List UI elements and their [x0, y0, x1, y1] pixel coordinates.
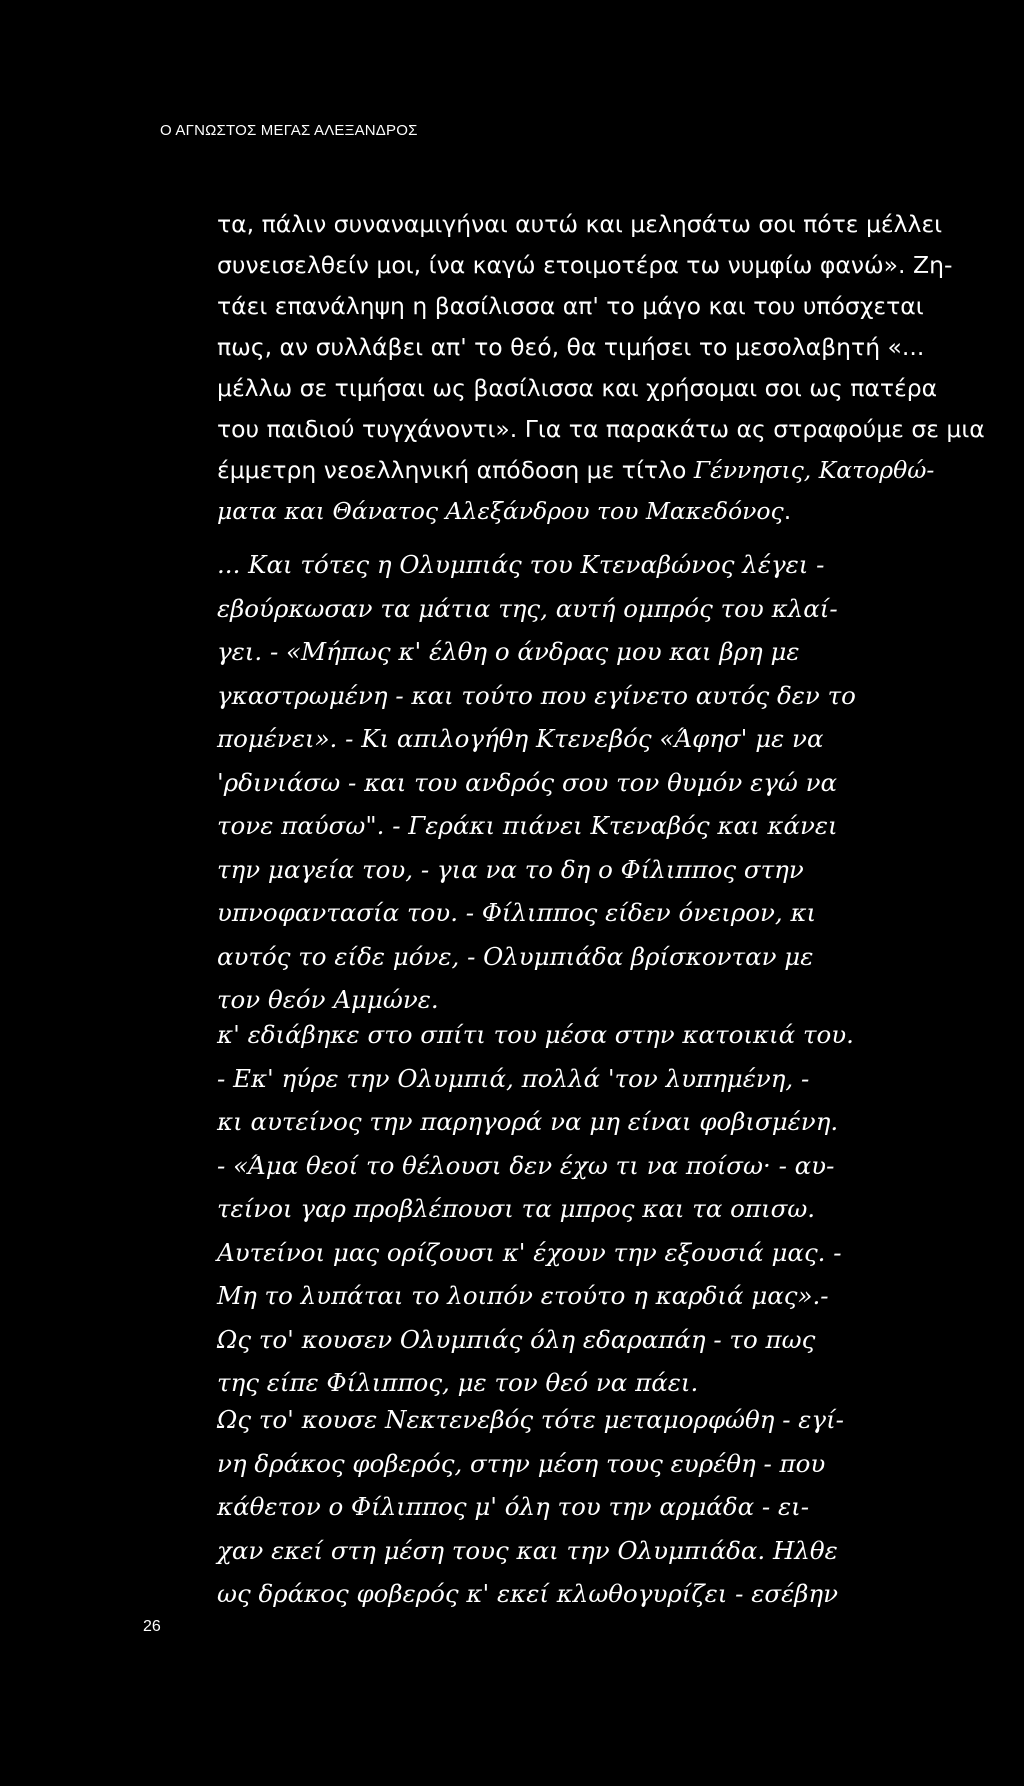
verse-line: τονε παύσω". - Γεράκι πιάνει Κτεναβός και κάνει — [217, 811, 838, 840]
verse-excerpt-3 — [217, 1398, 844, 1616]
verse-line: υπνοφαντασία του. - Φίλιππος είδεν όνειρον, κι — [217, 898, 817, 927]
prose-line: συνεισελθείν μοι, ίνα καγώ ετοιμοτέρα τω νυμφίω φανώ». Ζη- — [217, 251, 953, 279]
verse-line: Αυτείνοι μας ορίζουσι κ' έχουν την εξουσιά μας. - — [217, 1237, 842, 1267]
verse-line: γει. - «Μήπως κ' έλθη ο άνδρας μου και βρη με — [217, 637, 800, 666]
prose-line — [217, 450, 985, 491]
verse-line: πομένει». - Κι απιλογήθη Κτενεβός «Άφησ' με να — [217, 724, 824, 753]
verse-line: νη δράκος φοβερός, στην μέση τους ευρέθη - που — [217, 1448, 826, 1478]
verse-line: Μη το λυπάται το λοιπόν ετούτο η καρδιά μας».- — [217, 1281, 829, 1310]
verse-line: κάθετον ο Φίλιππος μ' όλη του την αρμάδα - ει- — [217, 1492, 810, 1521]
prose-line: τα, πάλιν συναναμιγήναι αυτώ και μελησάτω σοι πότε μέλλει — [217, 210, 943, 238]
prose-line: πως, αν συλλάβει απ' το θεό, θα τιμήσει το μεσολαβητή «... — [217, 333, 925, 361]
prose-line — [217, 491, 985, 532]
book-title: Γέννησις, Κατορθώ- — [693, 456, 935, 484]
verse-line: της είπε Φίλιππος, με τον θεό να πάει. — [217, 1368, 699, 1397]
verse-line: ως δράκος φοβερός κ' εκεί κλωθογυρίζει - εσέβην — [217, 1579, 838, 1608]
prose-line: μέλλω σε τιμήσαι ως βασίλισσα και χρήσομαι σοι ως πατέρα — [217, 374, 938, 402]
verse-line: 'ρδινιάσω - και του ανδρός σου τον θυμόν εγώ να — [217, 767, 838, 797]
verse-line: κι αυτείνος την παρηγορά να μη είναι φοβισμένη. — [217, 1107, 839, 1136]
verse-line: - «Άμα θεοί το θέλουσι δεν έχω τι να ποίσω· - αυ- — [217, 1150, 835, 1180]
verse-line: αυτός το είδε μόνε, - Ολυμπιάδα βρίσκονταν με — [217, 941, 814, 971]
verse-line: τον θεόν Αμμώνε. — [217, 985, 439, 1014]
page-number: 26 — [143, 1618, 161, 1635]
verse-excerpt-2 — [217, 1013, 854, 1405]
verse-line: εβούρκωσαν τα μάτια της, αυτή ομπρός του κλαί- — [217, 593, 838, 623]
prose-line-text: έμμετρη νεοελληνική απόδοση με τίτλο — [217, 456, 694, 484]
verse-line: την μαγεία του, - για να το δη ο Φίλιππος στην — [217, 854, 804, 884]
prose-line: του παιδιού τυγχάνοντι». Για τα παρακάτω ας στραφούμε σε μια — [217, 415, 985, 443]
verse-line: χαν εκεί στη μέση τους και την Ολυμπιάδα. Ηλθε — [217, 1535, 838, 1565]
verse-line: γκαστρωμένη - και τούτο που εγίνετο αυτός δεν το — [217, 680, 856, 710]
verse-line: Ως το' κουσεν Ολυμπιάς όλη εδαραπάη - το πως — [217, 1324, 816, 1354]
verse-line: τείνοι γαρ προβλέπουσι τα μπρος και τα οπισω. — [217, 1194, 816, 1223]
prose-period: . — [783, 497, 792, 525]
verse-line: κ' εδιάβηκε στο σπίτι του μέσα στην κατοικιά του. — [217, 1020, 854, 1049]
prose-paragraph — [217, 204, 985, 532]
verse-line: Ως το' κουσε Νεκτενεβός τότε μεταμορφώθη - εγί- — [217, 1405, 844, 1434]
running-head: Ο ΑΓΝΩΣΤΟΣ ΜΕΓΑΣ ΑΛΕΞΑΝΔΡΟΣ — [160, 122, 418, 139]
verse-line: ... Και τότες η Ολυμπιάς του Κτεναβώνος λέγει - — [217, 550, 825, 579]
verse-excerpt-1 — [217, 543, 856, 1022]
verse-line: - Εκ' ηύρε την Ολυμπιά, πολλά 'τον λυπημένη, - — [217, 1063, 810, 1093]
book-title: ματα και Θάνατος Αλεξάνδρου του Μακεδόνος — [217, 497, 784, 525]
prose-line: τάει επανάληψη η βασίλισσα απ' το μάγο και του υπόσχεται — [217, 292, 924, 320]
